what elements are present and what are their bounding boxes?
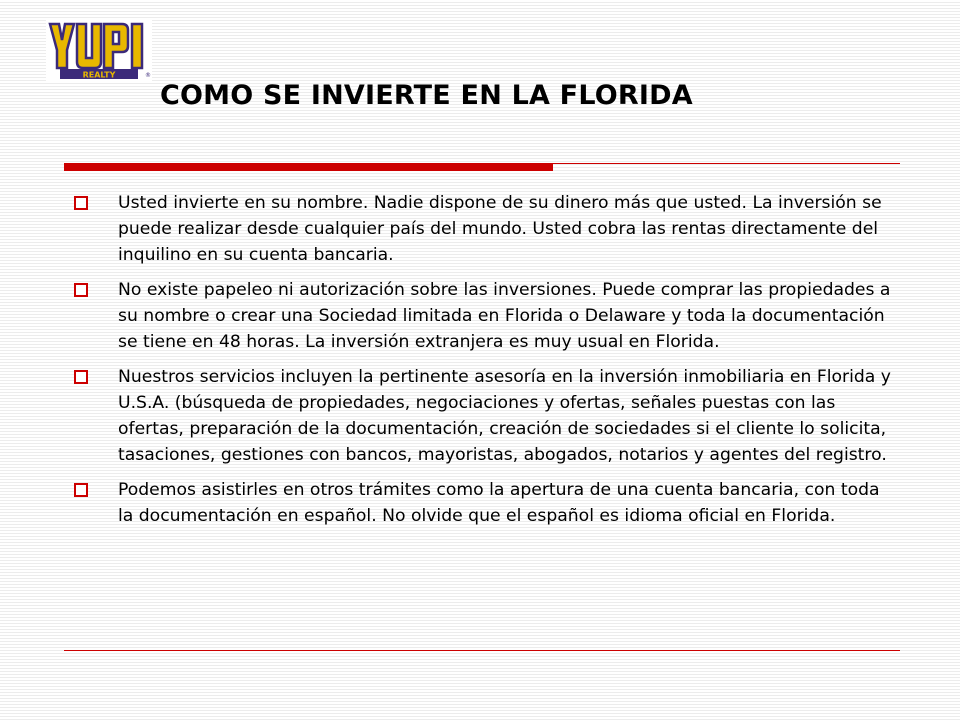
bullet-text: Usted invierte en su nombre. Nadie dispone de su dinero más que usted. La inversión se puede realizar desde cualquier país del mundo. Usted cobra las rentas directamente del inquilino en su cuenta bancaria. — [118, 193, 882, 265]
bullet-item — [72, 190, 892, 268]
bullet-item — [72, 364, 892, 468]
bullet-text: Nuestros servicios incluyen la pertinente asesoría en la inversión inmobiliaria en Florida y U.S.A. (búsqueda de propiedades, negociaciones y ofertas, señales puestas con las ofertas, preparación de la documentación, creación de sociedades si el cliente lo solicita, tasaciones, gestiones con bancos, mayoristas, abogados, notarios y agentes del registro. — [118, 367, 891, 465]
bullet-list — [72, 190, 892, 538]
svg-text:®: ® — [145, 72, 151, 79]
title-underline-thin — [553, 163, 900, 164]
bullet-text: Podemos asistirles en otros trámites como la apertura de una cuenta bancaria, con toda la documentación en español. No olvide que el español es idioma oficial en Florida. — [118, 480, 880, 526]
logo-subtitle: REALTY — [82, 70, 116, 80]
bullet-item — [72, 477, 892, 529]
square-bullet-icon — [74, 283, 88, 297]
square-bullet-icon — [74, 483, 88, 497]
bullet-text: No existe papeleo ni autorización sobre las inversiones. Puede comprar las propiedades a su nombre o crear una Sociedad limitada en Florida o Delaware y toda la documentación se tiene en 48 horas. La inversión extranjera es muy usual en Florida. — [118, 280, 891, 352]
slide-title: COMO SE INVIERTE EN LA FLORIDA — [160, 80, 693, 111]
yupi-realty-logo — [46, 18, 152, 82]
footer-rule — [64, 650, 900, 651]
square-bullet-icon — [74, 196, 88, 210]
square-bullet-icon — [74, 370, 88, 384]
title-underline-thick — [64, 163, 553, 171]
bullet-item — [72, 277, 892, 355]
